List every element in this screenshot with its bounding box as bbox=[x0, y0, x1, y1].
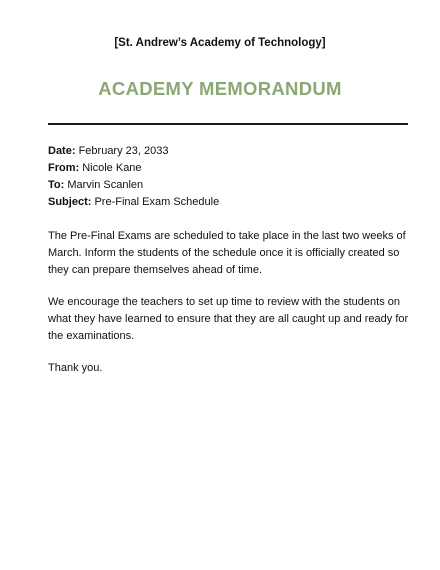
header-divider bbox=[48, 123, 408, 125]
memo-body bbox=[48, 228, 410, 392]
date-row bbox=[48, 143, 408, 160]
subject-label: Subject: bbox=[48, 196, 92, 208]
organization-name: [St. Andrew’s Academy of Technology] bbox=[114, 37, 326, 49]
to-row bbox=[48, 177, 408, 194]
date-value: February 23, 2033 bbox=[78, 145, 169, 157]
memo-title: ACADEMY MEMORANDUM bbox=[98, 78, 342, 99]
body-paragraph-2: We encourage the teachers to set up time to review with the students on what they have learned to ensure that they are all caught up and ready for the examinations. bbox=[48, 296, 409, 342]
to-value: Marvin Scanlen bbox=[67, 179, 144, 191]
memo-meta bbox=[48, 143, 408, 211]
body-paragraph-1: The Pre-Final Exams are scheduled to take place in the last two weeks of March. Inform the students of the schedule once it is officially created so they can prepare themselves ahead of time. bbox=[48, 230, 406, 276]
closing-line: Thank you. bbox=[48, 362, 103, 374]
from-label: From: bbox=[48, 162, 80, 174]
date-label: Date: bbox=[48, 145, 76, 157]
from-value: Nicole Kane bbox=[82, 162, 142, 174]
from-row bbox=[48, 160, 408, 177]
subject-value: Pre-Final Exam Schedule bbox=[94, 196, 220, 208]
subject-row bbox=[48, 194, 408, 211]
to-label: To: bbox=[48, 179, 65, 191]
